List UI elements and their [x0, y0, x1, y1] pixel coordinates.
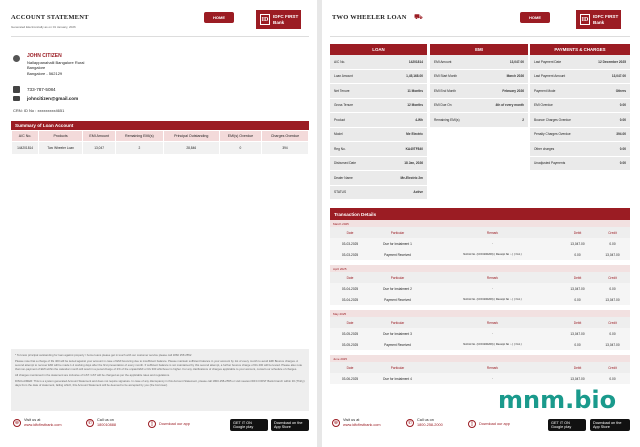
- call-us[interactable]: [86, 418, 116, 428]
- transaction-cell: 03-04-2025: [341, 286, 359, 291]
- panel-row: [430, 70, 528, 85]
- transaction-cell: 03-04-2025: [341, 297, 359, 302]
- row-value: 18 Jan, 2026: [404, 161, 423, 166]
- row-value: 4-Wh: [415, 117, 423, 122]
- panel-row: [530, 70, 630, 85]
- row-label: Net Tenure: [334, 88, 350, 93]
- visit-us[interactable]: [332, 418, 381, 428]
- call-label: Call us on: [97, 418, 114, 422]
- payments-panel-title: PAYMENTS & CHARGES: [530, 44, 630, 55]
- transaction-title: Transaction Details: [330, 208, 630, 220]
- customer-crn: CRN: ID No : xxxxxxxxx4651: [13, 108, 65, 113]
- row-value: Active: [413, 190, 423, 195]
- panel-row: [330, 142, 427, 157]
- table-cell: 0: [219, 142, 261, 155]
- column-header: Debit: [573, 320, 582, 325]
- call-us[interactable]: [406, 418, 443, 428]
- column-header: Particular: [390, 230, 405, 235]
- transaction-cell: Due for Instalment 2: [383, 286, 412, 291]
- row-label: Product: [334, 117, 345, 122]
- panel-row: [530, 113, 630, 128]
- transaction-header-row: [330, 317, 630, 328]
- address-line-3: Bangalore - 562129: [27, 70, 63, 76]
- transaction-cell: -: [492, 377, 493, 380]
- transaction-cell: 0.00: [574, 297, 581, 302]
- row-value: Me-Electric 2m: [400, 175, 423, 180]
- payments-panel: [530, 44, 630, 171]
- download-app[interactable]: [468, 420, 510, 428]
- transaction-row: [330, 339, 630, 350]
- divider: [330, 36, 630, 37]
- column-header: Credit: [608, 365, 617, 370]
- row-value: March 2026: [506, 74, 524, 79]
- call-label: Call us on: [417, 418, 434, 422]
- transaction-header-row: [330, 272, 630, 283]
- divider: [11, 36, 309, 37]
- visit-label: Visit us at: [24, 418, 41, 422]
- google-play-button[interactable]: GET IT ON Google play: [548, 419, 586, 431]
- note-paragraph: * To know principal outstanding for loan against property / home loans please get in touch with our customer service please call 1860 258 2552: [15, 353, 192, 357]
- transaction-header-row: [330, 227, 630, 238]
- logo-line2: Bank: [273, 19, 285, 25]
- row-label: Gross Tenure: [334, 103, 354, 108]
- transaction-cell: 13,047.00: [605, 297, 620, 302]
- table-cell: 2: [116, 142, 164, 155]
- logo-line1: IDFC FIRST: [273, 14, 299, 20]
- transaction-cell: 03-05-2025: [341, 342, 359, 347]
- panel-row: [330, 113, 427, 128]
- logo-mark-icon: ID: [580, 14, 590, 25]
- row-label: EMI Overdue: [534, 103, 553, 108]
- transaction-cell: Due for Instalment 3: [383, 331, 412, 336]
- transaction-cell: Due for Instalment 1: [383, 241, 412, 246]
- home-button-2[interactable]: HOME: [520, 12, 550, 23]
- transaction-cell: 03-06-2025: [341, 376, 359, 381]
- transaction-cell: Payment Received: [384, 342, 411, 347]
- customer-phone: 733-787-5084: [27, 87, 56, 92]
- loan-summary-table: [11, 130, 309, 155]
- row-value: 12 December 2025: [598, 59, 626, 64]
- generated-date: Generated Electronically as on 01 January, 2026: [11, 25, 76, 29]
- phone-icon: [13, 86, 20, 93]
- transaction-cell: 13,047.00: [570, 286, 585, 291]
- transaction-cell: Payment Received: [384, 252, 411, 257]
- row-value: 4th of every month: [495, 103, 524, 108]
- transaction-cell: -: [492, 332, 493, 335]
- column-header: Particular: [390, 365, 405, 370]
- transaction-details: [330, 208, 630, 389]
- column-header: EMI(s) Overdue: [219, 131, 261, 142]
- column-header: Date: [346, 275, 354, 280]
- transaction-cell: 13,047.00: [605, 252, 620, 257]
- row-value: 0.00: [619, 103, 626, 108]
- transaction-row: [330, 294, 630, 305]
- mobile-icon: ▯: [148, 420, 156, 428]
- transaction-cell: -: [492, 287, 493, 290]
- month-label: June 2025: [330, 355, 630, 362]
- panel-row: [530, 55, 630, 70]
- panel-row: [430, 84, 528, 99]
- google-play-button[interactable]: GET IT ON Google play: [230, 419, 268, 431]
- column-header: Remaining EMI(s): [116, 131, 164, 142]
- download-label: Download our app: [159, 421, 190, 426]
- summary-section-title: Summary of Loan Account: [11, 121, 309, 130]
- panel-row: [330, 99, 427, 114]
- panel-row: [330, 84, 427, 99]
- row-value: February 2026: [502, 88, 524, 93]
- panel-row: [530, 99, 630, 114]
- globe-icon: ⊕: [333, 420, 339, 426]
- row-label: Model: [334, 132, 343, 137]
- table-row: [12, 142, 309, 155]
- row-label: Bounce Charges Overdue: [534, 117, 571, 122]
- transaction-cell: 13,047.00: [570, 376, 585, 381]
- phone-call-icon: ✆: [87, 420, 93, 426]
- panel-row: [530, 157, 630, 172]
- call-number[interactable]: 180010888: [97, 423, 117, 427]
- column-header: Date: [346, 320, 354, 325]
- transaction-cell: Due for Instalment 4: [383, 376, 412, 381]
- address-line-2: Bangalore: [27, 65, 46, 71]
- panel-row: [330, 157, 427, 172]
- row-label: EMI End Month: [434, 88, 456, 93]
- column-header: Remark: [486, 275, 499, 280]
- column-header: Date: [346, 230, 354, 235]
- column-header: Remark: [486, 230, 499, 235]
- emi-panel-title: EMI: [430, 44, 528, 55]
- column-header: Products: [39, 131, 83, 142]
- row-value: KA40TF840: [405, 146, 423, 151]
- transaction-cell: NACH No. (COO200209) ( Receipt No :- ) ( N.A.): [463, 253, 522, 256]
- row-label: Penalty Charges Overdue: [534, 132, 571, 137]
- row-label: Loan Amount: [334, 74, 353, 79]
- transaction-cell: 0.00: [574, 342, 581, 347]
- row-label: Disbursed Date: [334, 161, 356, 166]
- table-cell: 28,846: [163, 142, 219, 155]
- column-header: Remark: [486, 365, 499, 370]
- panel-row: [330, 70, 427, 85]
- column-header: Principal Outstanding: [163, 131, 219, 142]
- panel-row: [330, 55, 427, 70]
- note-paragraph: All charges mentioned in the statement are inclusive of GST. GST will be charged as per the applicable rates and regulations.: [15, 373, 170, 377]
- note-paragraph: Please note that a charge of Rs 400 will be levied against your account in case of EMI bouncing due to insufficient balance. Please maintain sufficient balance in your account by 1st of every month to avoid EMI Bounce charges. A second attempt to recover EMI will be made 1-2 working days after the first presentation of every month. If sufficient balance is not maintained by this second attempt, a further bounce charge of Rs 400 will be levied. Please also note that non-payment of EMI within the calendar month will result in a penal charge of 2% of the unpaid EMI or Rs 300 whichever is higher. For any clarifications of charges applicable to your account, consult our schedule of charges.: [15, 359, 303, 371]
- note-paragraph: DISCLAIMER: This is a system generated Account Statement and does not require signature. In case of any discrepancy in this Account Statement, please call 1800-258-2555 or visit nearest IDFC FIRST Bank branch within 30 (Thirty) days from the date of statement, failing which, this Account Statement will be deemed to be accepted by you (the borrower).: [15, 379, 305, 387]
- logo-line1: IDFC FIRST: [593, 14, 619, 20]
- column-header: A/C No.: [12, 131, 39, 142]
- transaction-header-row: [330, 362, 630, 373]
- transaction-cell: 0.00: [574, 252, 581, 257]
- panel-row: [330, 171, 427, 186]
- transaction-cell: 0.00: [609, 241, 616, 246]
- visit-us[interactable]: [13, 418, 62, 428]
- bank-logo[interactable]: [256, 10, 301, 29]
- column-header: Credit: [608, 320, 617, 325]
- transaction-cell: 0.00: [609, 331, 616, 336]
- transaction-cell: NACH No. (COO200209) ( Receipt No :- ) ( N.A.): [463, 343, 522, 346]
- watermark: mnm.bio: [498, 386, 617, 414]
- transaction-cell: Payment Received: [384, 297, 411, 302]
- page-title: ACCOUNT STATEMENT: [11, 14, 89, 21]
- transaction-row: [330, 328, 630, 339]
- column-header: Debit: [573, 365, 582, 370]
- globe-icon: ⊕: [14, 420, 20, 426]
- row-label: Other charges: [534, 146, 555, 151]
- mobile-icon: ▯: [468, 420, 476, 428]
- logo-mark-icon: ID: [260, 14, 270, 25]
- app-store-button[interactable]: Download on the App Store: [590, 419, 630, 431]
- table-cell: 13,047: [83, 142, 116, 155]
- panel-row: [530, 128, 630, 143]
- column-header: Particular: [390, 320, 405, 325]
- row-label: A/C No.: [334, 59, 346, 64]
- row-label: STATUS: [334, 190, 347, 195]
- customer-email[interactable]: johncitizen@gmail.com: [27, 96, 79, 101]
- panel-row: [530, 142, 630, 157]
- row-label: Payment Mode: [534, 88, 556, 93]
- row-label: Unadjusted Payments: [534, 161, 566, 166]
- customer-name: JOHN CITIZEN: [27, 53, 62, 59]
- emi-panel: [430, 44, 528, 128]
- transaction-cell: 13,047.00: [570, 241, 585, 246]
- loan-panel: [330, 44, 427, 200]
- row-label: Last Payment Date: [534, 59, 562, 64]
- row-value: 14201814: [408, 59, 423, 64]
- transaction-row: [330, 249, 630, 260]
- visit-link[interactable]: www.idfcfirstbank.com: [24, 423, 62, 427]
- row-label: Reg No.: [334, 146, 346, 151]
- statement-page-1: [0, 0, 317, 447]
- row-label: Dealer Name: [334, 175, 353, 180]
- panel-row: [330, 128, 427, 143]
- download-app[interactable]: [148, 420, 190, 428]
- transaction-row: [330, 238, 630, 249]
- scooter-icon: ⛟: [414, 14, 423, 21]
- panel-row: [430, 99, 528, 114]
- column-header: Charges Overdue: [262, 131, 309, 142]
- transaction-row: [330, 373, 630, 384]
- month-label: March 2025: [330, 220, 630, 227]
- transaction-cell: -: [492, 242, 493, 245]
- page-title-2: TWO WHEELER LOAN: [332, 14, 407, 21]
- statement-page-2: [322, 0, 640, 447]
- panel-row: [430, 55, 528, 70]
- transaction-cell: 03-03-2025: [341, 252, 359, 257]
- row-label: Remaining EMI(s): [434, 117, 460, 122]
- table-cell: Two Wheeler Loan: [39, 142, 83, 155]
- column-header: Credit: [608, 275, 617, 280]
- row-value: 0.00: [619, 146, 626, 151]
- column-header: Debit: [573, 230, 582, 235]
- row-value: Me Electric: [406, 132, 423, 137]
- transaction-cell: 0.00: [609, 286, 616, 291]
- bank-logo-2[interactable]: [576, 10, 621, 29]
- table-header-row: [12, 131, 309, 142]
- user-icon: [13, 55, 20, 62]
- visit-link[interactable]: www.idfcfirstbank.com: [343, 423, 381, 427]
- row-value: 394.00: [616, 132, 626, 137]
- column-header: Particular: [390, 275, 405, 280]
- column-header: Credit: [608, 230, 617, 235]
- home-button[interactable]: HOME: [204, 12, 234, 23]
- row-value: 12 Months: [407, 103, 423, 108]
- row-value: 2: [522, 117, 524, 122]
- table-cell: 394: [262, 142, 309, 155]
- mail-icon: [13, 96, 20, 101]
- column-header: Remark: [486, 320, 499, 325]
- column-header: Debit: [573, 275, 582, 280]
- transaction-cell: 03-05-2025: [341, 331, 359, 336]
- row-value: Others: [615, 88, 626, 93]
- row-value: 1,45,168.00: [406, 74, 423, 79]
- transaction-cell: 13,047.00: [570, 331, 585, 336]
- row-value: 13,047.00: [509, 59, 524, 64]
- panel-row: [530, 84, 630, 99]
- month-label: May 2025: [330, 310, 630, 317]
- column-header: EMI Amount: [83, 131, 116, 142]
- transaction-cell: NACH No. (COO200209) ( Receipt No :- ) ( N.A.): [463, 298, 522, 301]
- call-number[interactable]: 1800-258-2000: [417, 423, 443, 427]
- panel-row: [330, 186, 427, 201]
- logo-line2: Bank: [593, 19, 605, 25]
- transaction-cell: 13,047.00: [605, 342, 620, 347]
- transaction-row: [330, 283, 630, 294]
- column-header: Date: [346, 365, 354, 370]
- download-label: Download our app: [479, 421, 510, 426]
- transaction-cell: 03-03-2025: [341, 241, 359, 246]
- month-label: April 2025: [330, 265, 630, 272]
- row-label: EMI Start Month: [434, 74, 458, 79]
- table-cell: 144201814: [12, 142, 39, 155]
- row-label: Last Payment Amount: [534, 74, 566, 79]
- row-value: 11 Months: [407, 88, 423, 93]
- panel-row: [430, 113, 528, 128]
- row-label: EMI Due On: [434, 103, 452, 108]
- transaction-cell: 0.00: [609, 376, 616, 381]
- loan-panel-title: LOAN: [330, 44, 427, 55]
- app-store-button[interactable]: Download on the App Store: [271, 419, 309, 431]
- address-line-1: Nallappanahalli Bangalore Rural: [27, 59, 85, 65]
- row-value: 0.00: [619, 161, 626, 166]
- phone-call-icon: ✆: [407, 420, 413, 426]
- row-label: EMI Amount: [434, 59, 452, 64]
- visit-label: Visit us at: [343, 418, 360, 422]
- row-value: 0.00: [619, 117, 626, 122]
- notes-box: [11, 349, 309, 411]
- customer-address: [27, 54, 84, 76]
- row-value: 13,047.00: [611, 74, 626, 79]
